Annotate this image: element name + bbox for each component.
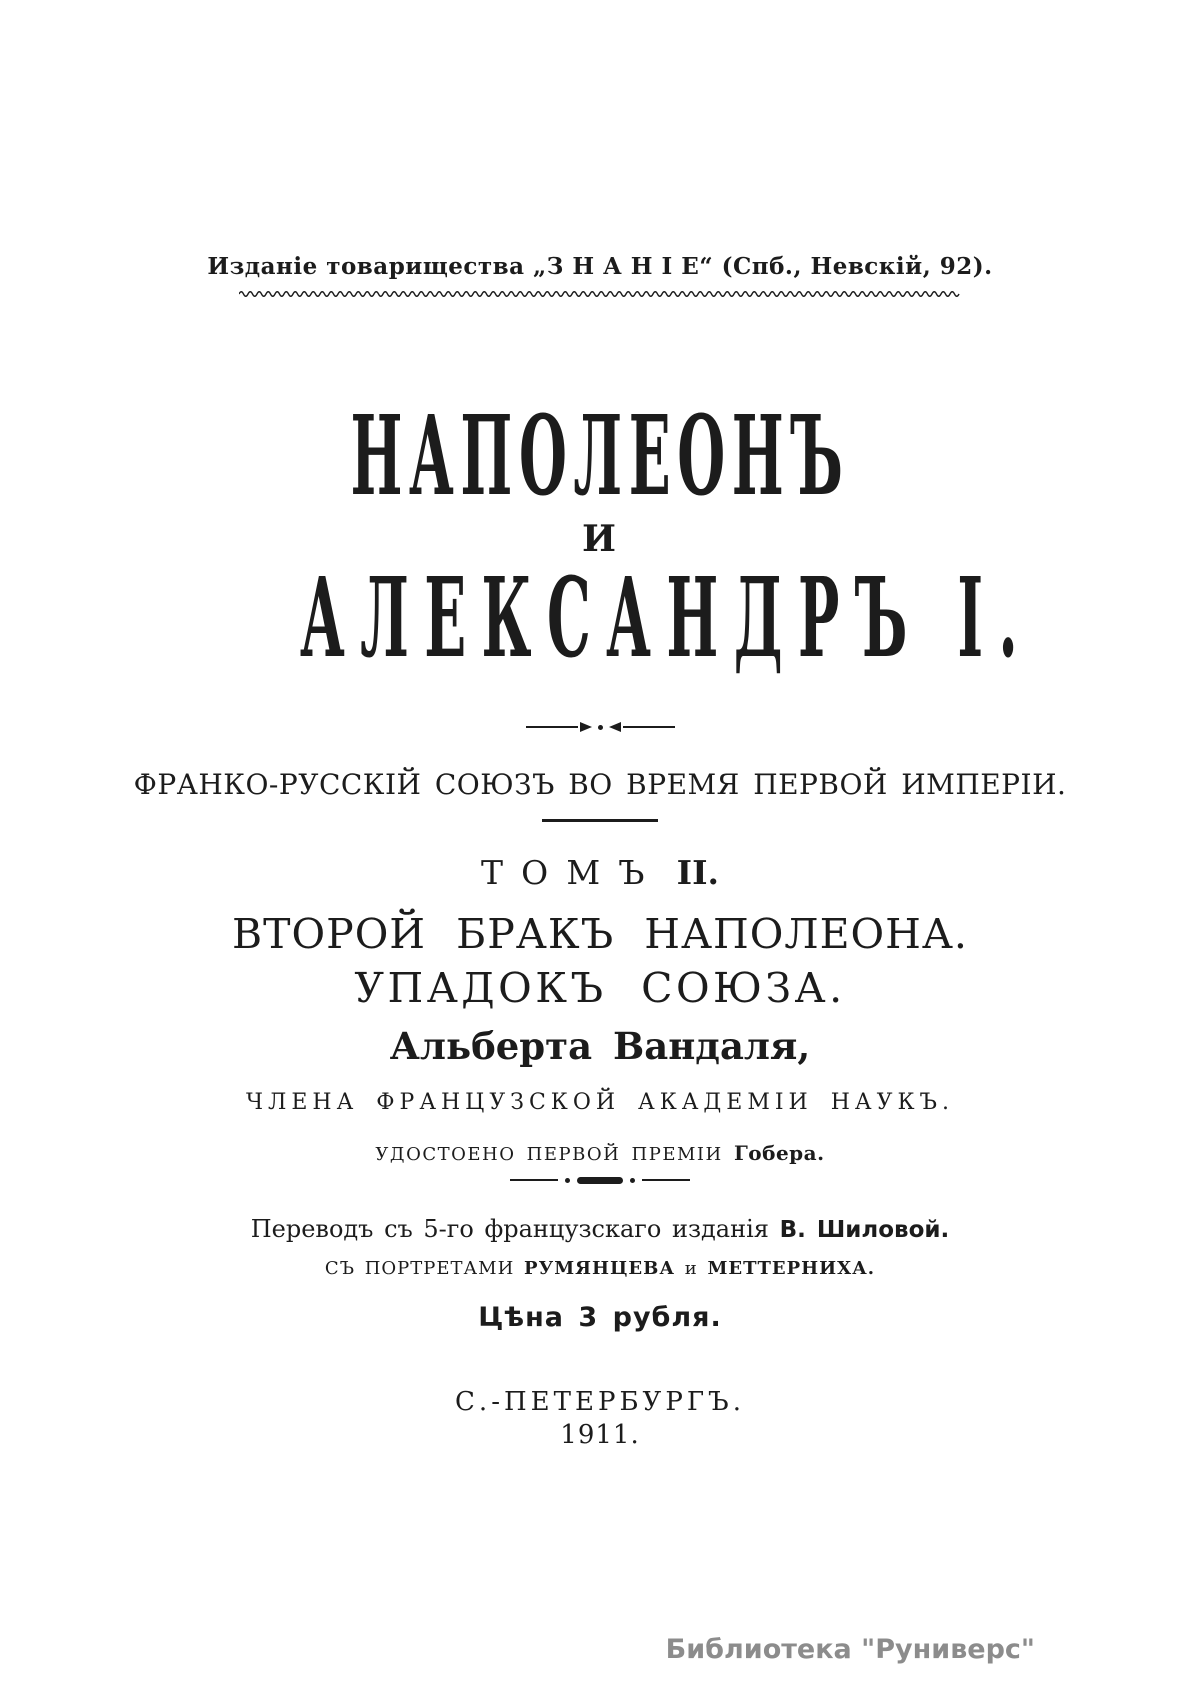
divider-line xyxy=(642,1179,690,1181)
volume-number: II. xyxy=(676,853,720,892)
divider-bar xyxy=(577,1177,623,1184)
bar-ornament-divider xyxy=(0,1174,1200,1186)
publisher-line: Изданіе товарищества „З Н А Н І Е“ (Спб., Невскій, 92). xyxy=(207,253,993,280)
author-name: Альберта Вандаля, xyxy=(389,1024,811,1068)
wavy-rule-path xyxy=(239,292,959,297)
award-line xyxy=(0,1142,1200,1165)
portraits-conjunction: и xyxy=(684,1258,698,1279)
divider-dot xyxy=(630,1178,635,1183)
arrow-ornament-divider xyxy=(0,721,1200,733)
wavy-rule xyxy=(239,289,961,299)
book-title-line2: АЛЕКСАНДРЪ I. xyxy=(300,553,1034,682)
arrowhead-right-icon xyxy=(580,722,592,732)
edition-title-line1: ВТОРОЙ БРАКЪ НАПОЛЕОНА. xyxy=(232,910,968,958)
portrait-name-2: МЕТТЕРНИХА. xyxy=(707,1258,876,1279)
divider-dot xyxy=(565,1178,570,1183)
price-line: Цѣна 3 рубля. xyxy=(478,1302,722,1333)
divider-line xyxy=(526,726,578,728)
award-name: Гобера. xyxy=(733,1141,825,1165)
imprint-city: С.-ПЕТЕРБУРГЪ. xyxy=(455,1387,745,1417)
divider-line xyxy=(623,726,675,728)
portraits-prefix: СЪ ПОРТРЕТАМИ xyxy=(324,1258,515,1279)
library-watermark: Библиотека "Руниверс" xyxy=(665,1634,1035,1665)
edition-title-line2: УПАДОКЪ СОЮЗА. xyxy=(354,964,846,1012)
divider-line xyxy=(510,1179,558,1181)
divider-dot xyxy=(598,725,603,730)
translation-line xyxy=(0,1216,1200,1243)
book-title-line1: НАПОЛЕОНЪ xyxy=(350,391,850,520)
translator-name: В. Шиловой. xyxy=(779,1217,950,1243)
arrowhead-left-icon xyxy=(609,722,621,732)
short-rule xyxy=(542,819,658,822)
imprint-year: 1911. xyxy=(560,1420,640,1450)
volume-label: ТОМЪ xyxy=(480,853,663,892)
series-subtitle: ФРАНКО-РУССКІЙ СОЮЗЪ ВО ВРЕМЯ ПЕРВОЙ ИМПЕРІИ. xyxy=(133,768,1067,801)
portrait-name-1: РУМЯНЦЕВА xyxy=(524,1258,675,1279)
volume-line xyxy=(0,855,1200,891)
author-affiliation: ЧЛЕНА ФРАНЦУЗСКОЙ АКАДЕМІИ НАУКЪ. xyxy=(246,1090,954,1115)
portraits-line xyxy=(0,1259,1200,1279)
translation-prefix: Переводъ съ 5-го французскаго изданія xyxy=(250,1215,769,1243)
award-prefix: УДОСТОЕНО ПЕРВОЙ ПРЕМІИ xyxy=(375,1144,723,1165)
book-title-conjunction: И xyxy=(581,518,618,560)
